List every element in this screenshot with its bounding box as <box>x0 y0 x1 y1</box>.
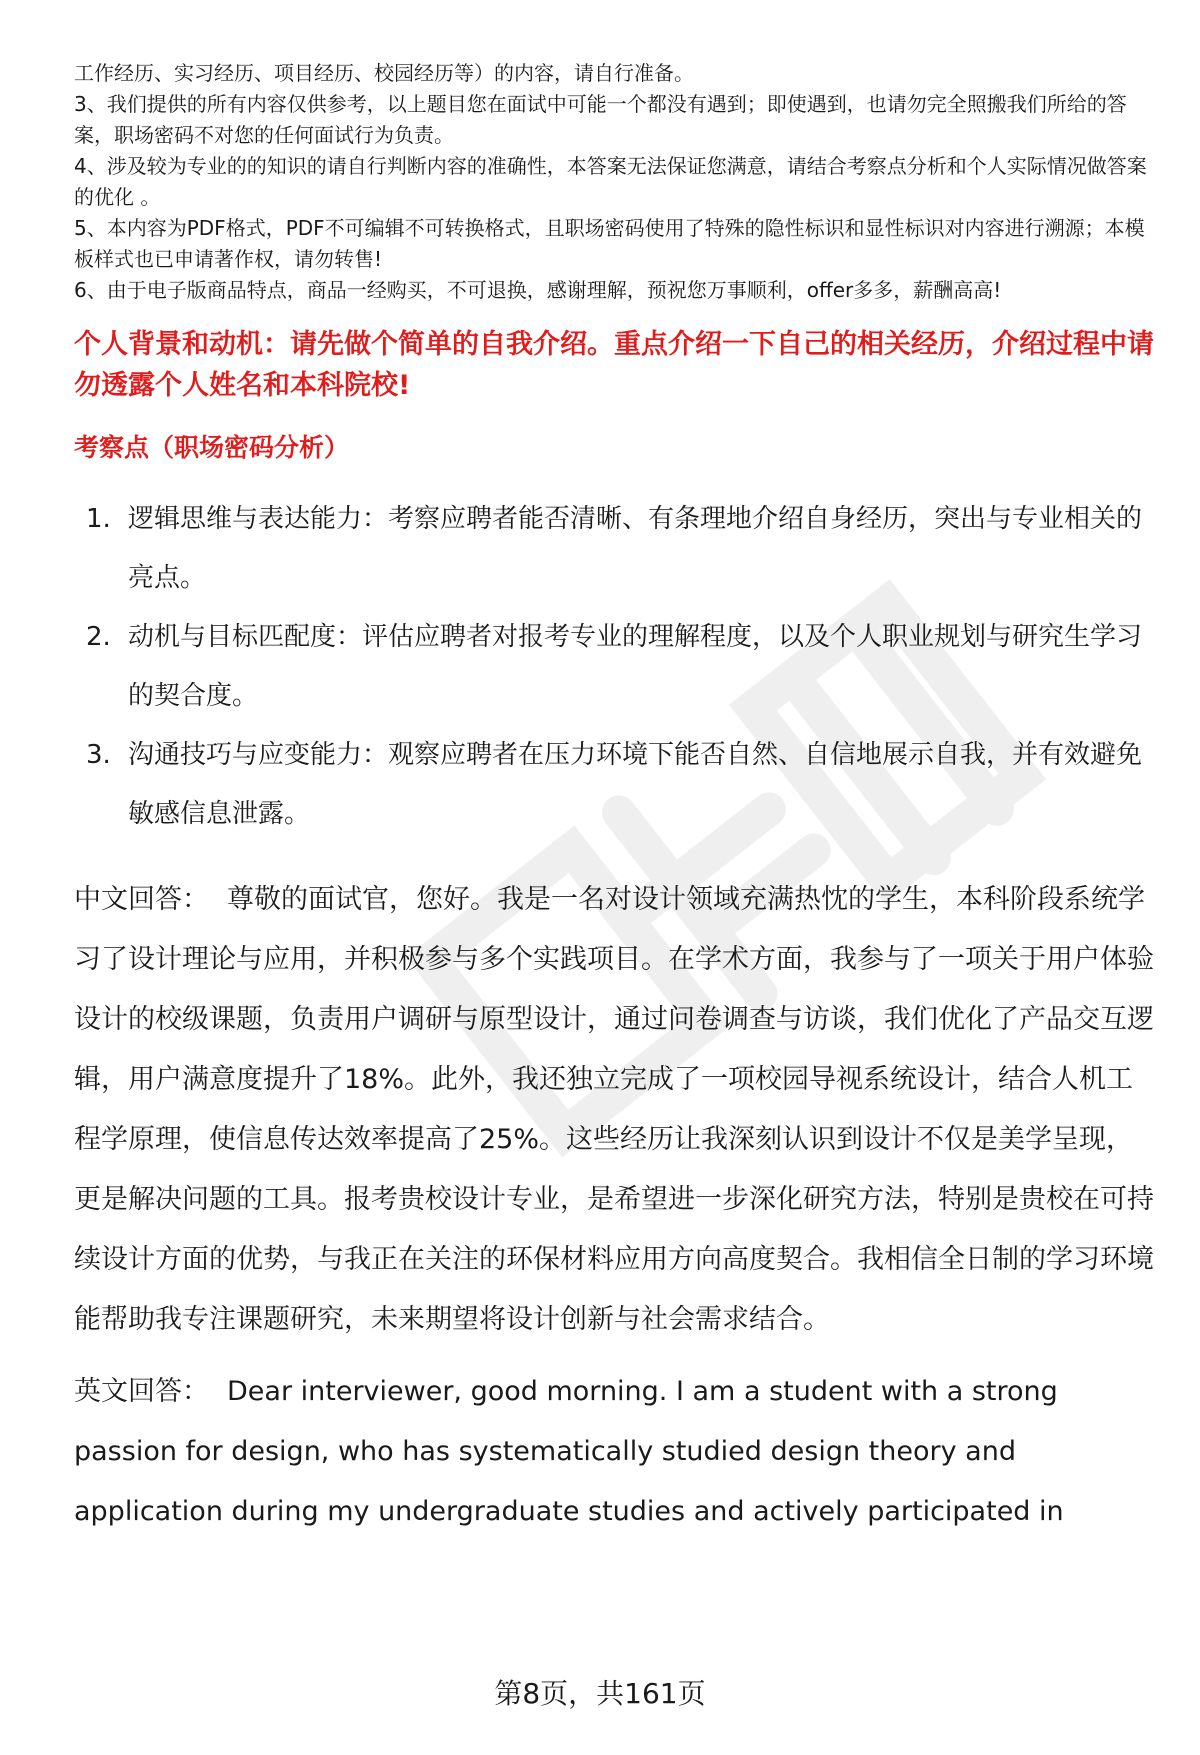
points-list <box>74 490 1154 844</box>
point-item <box>74 608 1154 726</box>
question-heading: 个人背景和动机：请先做个简单的自我介绍。重点介绍一下自己的相关经历，介绍过程中请勿透露个人姓名和本科院校! <box>74 329 1154 401</box>
point-item <box>74 490 1154 608</box>
note-line: 6、由于电子版商品特点，商品一经购买，不可退换，感谢理解，预祝您万事顺利，offer多多，薪酬高高! <box>74 278 1002 302</box>
page-footer: 第8页，共161页 <box>494 1677 706 1710</box>
point-item <box>74 726 1154 844</box>
point-text: 沟通技巧与应变能力：观察应聘者在压力环境下能否自然、自信地展示自我，并有效避免敏感信息泄露。 <box>128 740 1143 829</box>
note-line: 4、涉及较为专业的的知识的请自行判断内容的准确性，本答案无法保证您满意，请结合考察点分析和个人实际情况做答案的优化 。 <box>74 154 1147 209</box>
answer-english-text: Dear interviewer, good morning. I am a student with a strong passion for design, who has systematically studied design theory and application during my undergraduate studies and actively participated in <box>74 1376 1064 1527</box>
points-title: 考察点（职场密码分析） <box>74 433 350 462</box>
answer-english-label: 英文回答： <box>74 1376 209 1407</box>
answer-chinese-label: 中文回答： <box>74 884 209 915</box>
point-number: 3. <box>86 740 111 770</box>
document-page <box>74 58 1154 1542</box>
point-number: 1. <box>86 504 111 534</box>
point-text: 动机与目标匹配度：评估应聘者对报考专业的理解程度，以及个人职业规划与研究生学习的契合度。 <box>128 622 1143 711</box>
note-line: 5、本内容为PDF格式，PDF不可编辑不可转换格式，且职场密码使用了特殊的隐性标识和显性标识对内容进行溯源；本模板样式也已申请著作权，请勿转售! <box>74 216 1145 271</box>
answer-chinese <box>74 870 1154 1350</box>
answer-chinese-text: 尊敬的面试官，您好。我是一名对设计领域充满热忱的学生，本科阶段系统学习了设计理论与应用，并积极参与多个实践项目。在学术方面，我参与了一项关于用户体验设计的校级课题，负责用户调研与原型设计，通过问卷调查与访谈，我们优化了产品交互逻辑，用户满意度提升了18%。此外，我还独立完成了一项校园导视系统设计，结合人机工程学原理，使信息传达效率提高了25%。这些经历让我深刻认识到设计不仅是美学呈现，更是解决问题的工具。报考贵校设计专业，是希望进一步深化研究方法，特别是贵校在可持续设计方面的优势，与我正在关注的环保材料应用方向高度契合。我相信全日制的学习环境能帮助我专注课题研究，未来期望将设计创新与社会需求结合。 <box>74 884 1154 1335</box>
note-line: 工作经历、实习经历、项目经历、校园经历等）的内容，请自行准备。 <box>74 61 694 85</box>
notes-section <box>74 58 1154 306</box>
point-text: 逻辑思维与表达能力：考察应聘者能否清晰、有条理地介绍自身经历，突出与专业相关的亮点。 <box>128 504 1143 593</box>
point-number: 2. <box>86 622 111 652</box>
answer-english <box>74 1362 1154 1542</box>
note-line: 3、我们提供的所有内容仅供参考，以上题目您在面试中可能一个都没有遇到；即使遇到，也请勿完全照搬我们所给的答案，职场密码不对您的任何面试行为负责。 <box>74 92 1127 147</box>
